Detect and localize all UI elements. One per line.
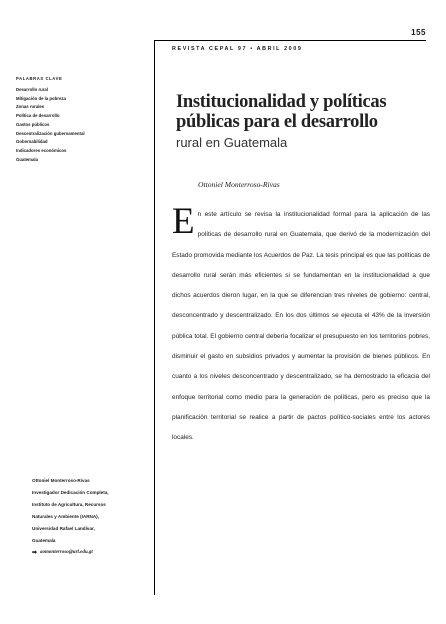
author-info-institute-cont: Naturales y Ambiente (IARNA),: [32, 514, 99, 519]
author-email-link[interactable]: aomonterroso@url.edu.gt: [40, 550, 93, 555]
title-line: públicas para el desarrollo: [176, 112, 378, 132]
author-info-university: Universidad Rafael Landívar,: [32, 526, 95, 531]
arrow-right-icon: ➡: [32, 550, 38, 556]
keywords-title: PALABRAS CLAVE: [16, 76, 63, 81]
article-subtitle: rural en Guatemala: [176, 135, 288, 150]
author-email-row: [32, 547, 147, 559]
keyword-item: Gobernabilidad: [16, 139, 48, 145]
abstract-text: n este artículo se revisa la institucionalidad formal para la aplicación de las políticas de desarrollo rural en Guatemala, que derivó de la modernización del Estado promovida mediante los Acuerdos de Paz. La tesis principal es que las políticas de desarrollo rural serán más eficientes si se fundamentan en la institucionalidad a que dichos acuerdos dieron lugar, en la que se diferencian tres niveles de gobierno: central, desconcentrado y descentralizado. En los dos últimos se ejecuta el 43% de la inversión pública total. El gobierno central debería focalizar el presupuesto en los territorios pobres, disminuir el gasto en subsidios privados y aumentar la provisión de bienes públicos. En cuanto a los niveles desconcentrado y descentralizado, se ha demostrado la eficacia del enfoque territorial como medio para la generación de políticas, pero es preciso que la planificación territorial se realice a partir de pactos político-sociales entre los actores locales.: [172, 211, 430, 442]
article-title: [176, 92, 416, 132]
header-rule: [154, 40, 426, 41]
keyword-item: Indicadores económicos: [16, 147, 67, 153]
article-author: Ottoniel Monterroso-Rivas: [198, 180, 280, 189]
keyword-item: Política de desarrollo: [16, 113, 60, 119]
article-title-block: [176, 92, 416, 151]
journal-header: REVISTA CEPAL 97 • ABRIL 2009: [172, 46, 303, 52]
keyword-item: Desarrollo rural: [16, 87, 49, 92]
drop-cap: E: [172, 201, 195, 242]
abstract: [172, 201, 430, 449]
keywords-list: [16, 86, 148, 164]
keywords-section: [16, 76, 148, 164]
author-info-country: Guatemala: [32, 538, 56, 543]
keyword-item: Gastos públicos: [16, 121, 50, 127]
title-line: Institucionalidad y políticas: [176, 92, 387, 112]
author-info-position: Investigador Dedicación Completa,: [32, 490, 109, 495]
author-info-name: Ottoniel Monterroso-Rivas: [32, 478, 90, 483]
column-divider: [154, 40, 155, 595]
page-number: 155: [411, 28, 426, 37]
author-info-institute: Instituto de Agricultura, Recursos: [32, 502, 106, 507]
author-info: [32, 475, 147, 559]
keyword-item: Mitigación de la pobreza: [16, 95, 66, 101]
keyword-item: Zonas rurales: [16, 104, 45, 110]
keyword-item: Descentralización gubernamental: [16, 130, 85, 136]
keyword-item: Guatemala: [16, 156, 38, 162]
